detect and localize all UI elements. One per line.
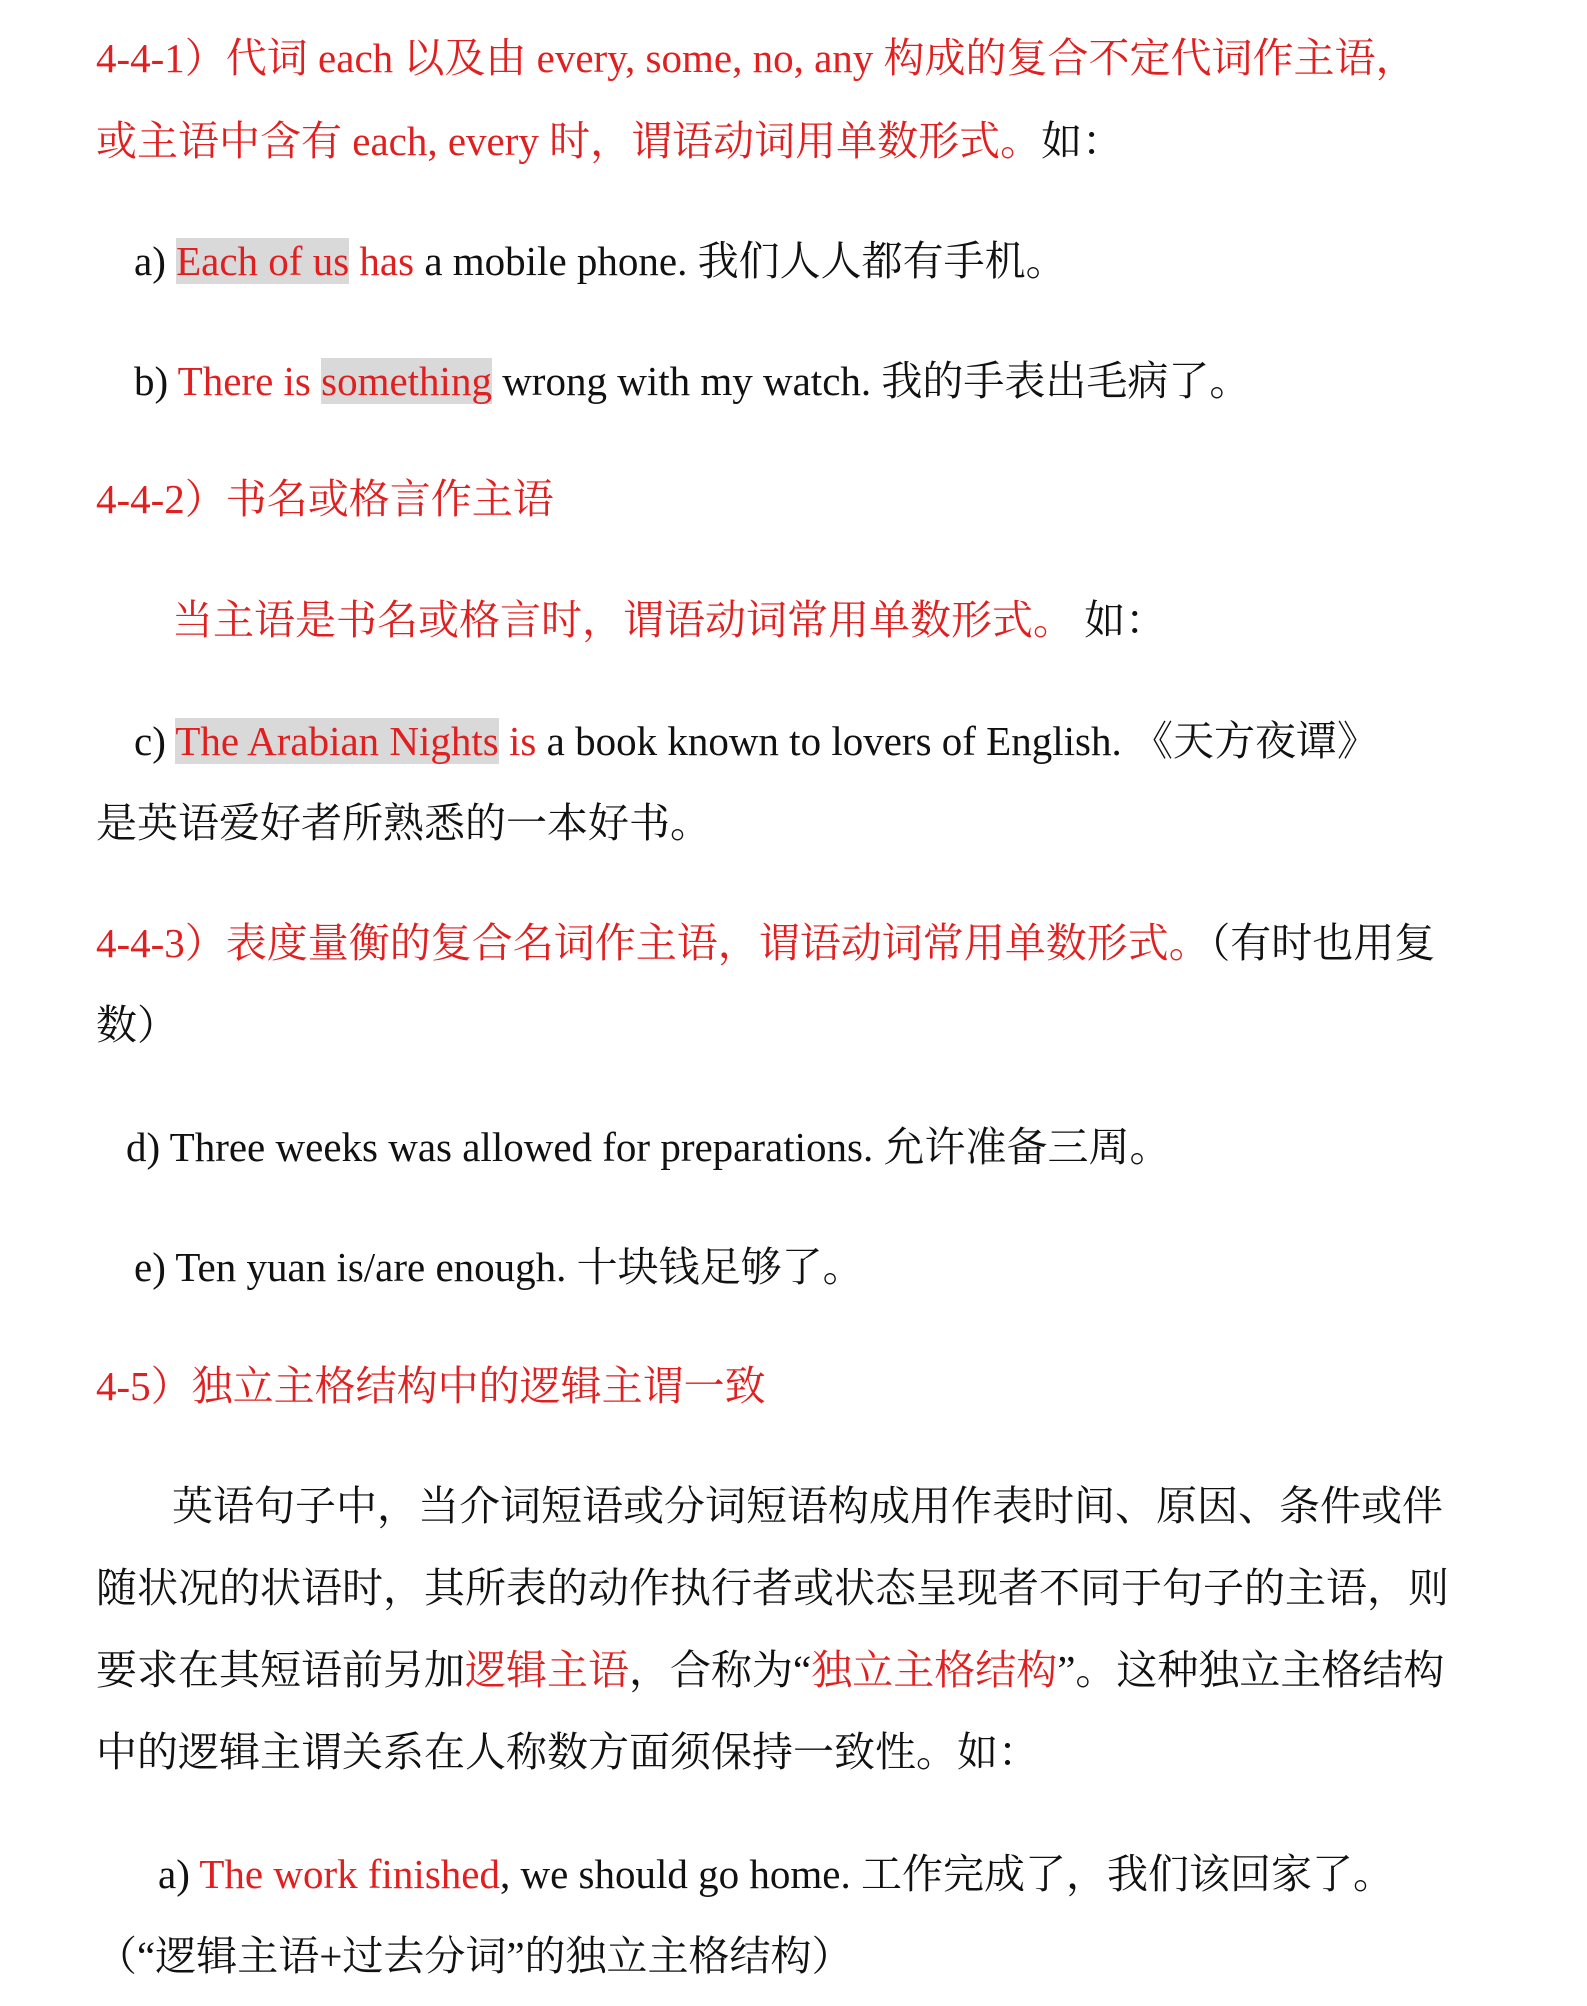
heading-tail: （有时也用复: [1209, 920, 1436, 966]
example-e: [134, 1241, 864, 1293]
example-d: [126, 1121, 1170, 1173]
heading-line-2: 数）: [96, 1002, 178, 1048]
example-text: d) Three weeks was allowed for preparations. 允许准备三周。: [126, 1124, 1171, 1170]
example-text: a mobile phone. 我们人人都有手机。: [414, 238, 1067, 284]
paragraph-text: 中的逻辑主谓关系在人称数方面须保持一致性。如：: [96, 1729, 1039, 1775]
paragraph-text: 要求在其短语前另加: [96, 1647, 465, 1693]
example-label: b): [134, 358, 178, 404]
paragraph-line-3: [96, 1644, 1444, 1696]
example-label: a): [158, 1851, 200, 1897]
example-b: [134, 355, 1250, 407]
heading-text: 4-4-2）书名或格言作主语: [96, 476, 554, 522]
section-heading-4-4-3-continued: [96, 999, 178, 1051]
rule-text: 当主语是书名或格言时，谓语动词常用单数形式。: [172, 597, 1074, 643]
example-4-5-a: [158, 1848, 1394, 1900]
absolute-construction: The work finished: [199, 1851, 500, 1897]
paragraph-line-1: [172, 1480, 1443, 1532]
example-label: a): [134, 238, 177, 284]
example-c: [134, 715, 1378, 767]
rule-4-4-2: [172, 594, 1166, 646]
example-text: a book known to lovers of English. 《天方夜谭》: [536, 718, 1378, 764]
paragraph-text: ，合称为“: [629, 1647, 812, 1693]
paragraph-line-4: [96, 1726, 1039, 1778]
note-text: （“逻辑主语+过去分词”的独立主格结构）: [96, 1933, 853, 1979]
example-text: , we should go home. 工作完成了，我们该回家了。: [499, 1851, 1394, 1897]
example-c-translation: [96, 797, 711, 849]
heading-line-2-tail: 如：: [1041, 118, 1124, 164]
section-heading-4-4-3: [96, 917, 1435, 969]
rule-tail: 如：: [1074, 597, 1167, 643]
example-text: wrong with my watch. 我的手表出毛病了。: [491, 358, 1251, 404]
section-heading-4-5: [96, 1360, 766, 1412]
paragraph-text: 随状况的状语时，其所表的动作执行者或状态呈现者不同于句子的主语，则: [96, 1565, 1449, 1611]
heading-line-2: 或主语中含有 each, every 时，谓语动词用单数形式。: [96, 118, 1042, 164]
highlighted-subject: something: [321, 358, 492, 404]
example-4-5-a-note: [96, 1930, 853, 1982]
heading-line-1: 4-4-1）代词 each 以及由 every, some, no, any 构成的复合不定代词作主语，: [96, 35, 1417, 81]
term-absolute-construction: 独立主格结构: [811, 1647, 1058, 1693]
highlighted-subject: The Arabian Nights: [175, 718, 499, 764]
paragraph-text: ”。这种独立主格结构: [1057, 1647, 1445, 1693]
predicate-verb: There is: [177, 358, 322, 404]
highlighted-subject: Each of us: [176, 238, 350, 284]
section-heading-4-4-1-continued: [96, 115, 1123, 167]
section-heading-4-4-1: [96, 32, 1417, 84]
example-a: [134, 235, 1067, 287]
heading-text: 4-4-3）表度量衡的复合名词作主语，谓语动词常用单数形式。: [96, 920, 1210, 966]
predicate-verb: has: [349, 238, 415, 284]
heading-text: 4-5）独立主格结构中的逻辑主谓一致: [96, 1363, 766, 1409]
term-logical-subject: 逻辑主语: [465, 1647, 629, 1693]
translation-text: 是英语爱好者所熟悉的一本好书。: [96, 800, 711, 846]
paragraph-line-2: [96, 1562, 1449, 1614]
predicate-verb: is: [498, 718, 537, 764]
example-label: c): [134, 718, 176, 764]
paragraph-text: 英语句子中，当介词短语或分词短语构成用作表时间、原因、条件或伴: [172, 1483, 1443, 1529]
section-heading-4-4-2: [96, 473, 554, 525]
example-text: e) Ten yuan is/are enough. 十块钱足够了。: [134, 1244, 864, 1290]
